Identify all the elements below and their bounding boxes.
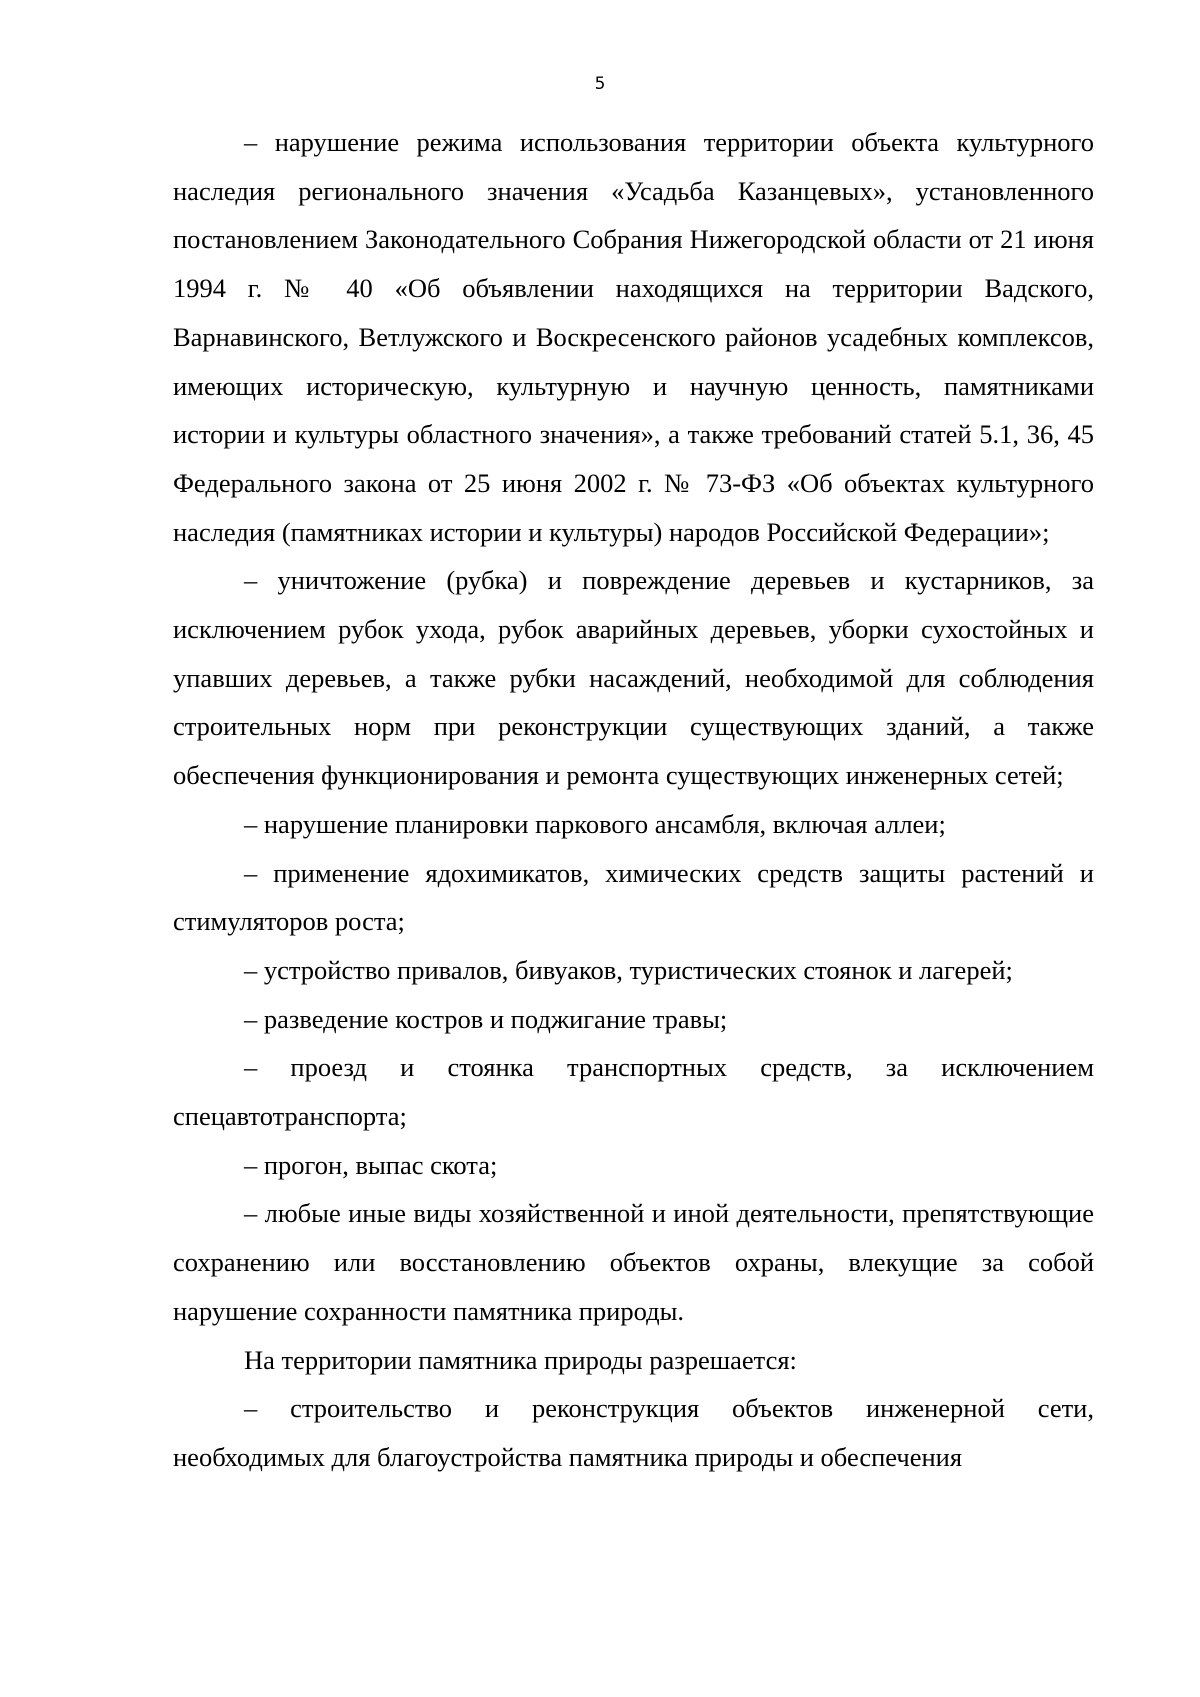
paragraph-tree-cutting: – уничтожение (рубка) и повреждение деревьев и кустарников, за исключением рубок ухода, рубок аварийных деревьев, уборки сухостойных и упавших деревьев, а также рубки насаждений, необходимой для соблюдения строительных норм при реконструкции существующих зданий, а также обеспечения функционирования и ремонта существующих инженерных сетей; (173, 565, 1094, 791)
paragraph-cultural-heritage-violation: – нарушение режима использования территории объекта культурного наследия регионального значения «Усадьба Казанцевых», установленного постановлением Законодательного Собрания Нижегородской области от 21 июня 1994 г. № 40 «Об объявлении находящихся на территории Вадского, Варнавинского, Ветлужского и Воскресенского районов усадебных комплексов, имеющих историческую, культурную и научную ценность, памятниками истории и культуры областного значения», а также требований статей 5.1, 36, 45 Федерального закона от 25 июня 2002 г. № 73-ФЗ «Об объектах культурного наследия (памятниках истории и культуры) народов Российской Федерации»; (173, 127, 1094, 547)
paragraph-construction: – строительство и реконструкция объектов инженерной сети, необходимых для благоустройства памятника природы и обеспечения (173, 1393, 1094, 1472)
paragraph-camps: – устройство привалов, бивуаков, туристических стоянок и лагерей; (244, 954, 1013, 985)
page-number: 5 (594, 74, 606, 94)
paragraph-other-activities: – любые иные виды хозяйственной и иной деятельности, препятствующие сохранению или восстановлению объектов охраны, влекущие за собой нарушение сохранности памятника природы. (173, 1198, 1094, 1326)
paragraph-livestock: – прогон, выпас скота; (244, 1149, 498, 1180)
document-body (173, 118, 1094, 1482)
paragraph-permitted-heading: На территории памятника природы разрешается: (244, 1344, 797, 1375)
paragraph-park-layout: – нарушение планировки паркового ансамбля, включая аллеи; (244, 808, 946, 839)
paragraph-pesticides: – применение ядохимикатов, химических средств защиты растений и стимуляторов роста; (173, 857, 1094, 937)
paragraph-vehicles: – проезд и стоянка транспортных средств, за исключением спецавтотранспорта; (173, 1052, 1094, 1132)
paragraph-fires: – разведение костров и поджигание травы; (244, 1003, 728, 1034)
